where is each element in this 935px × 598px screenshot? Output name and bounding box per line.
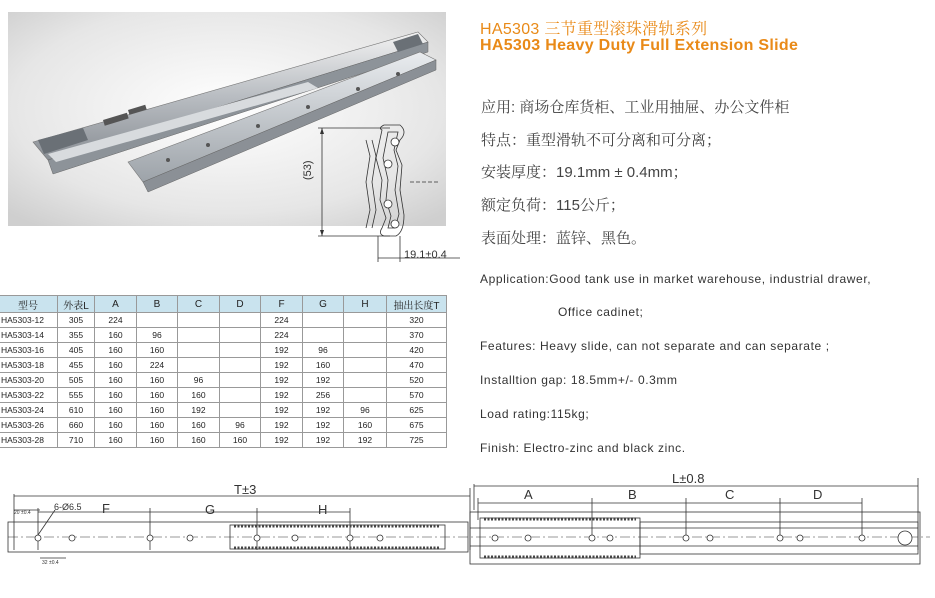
cell-extension: 675 bbox=[387, 418, 447, 433]
cell-model: HA5303-12 bbox=[0, 313, 58, 328]
cell-g: 192 bbox=[303, 433, 344, 448]
cell-extension: 420 bbox=[387, 343, 447, 358]
slide-dimension-drawing bbox=[0, 470, 935, 598]
cell-h: 96 bbox=[344, 403, 387, 418]
cell-a: 160 bbox=[95, 403, 137, 418]
profile-height-label: (53) bbox=[302, 160, 314, 180]
col-header-g: G bbox=[303, 296, 344, 313]
cell-model: HA5303-26 bbox=[0, 418, 58, 433]
cell-g: 192 bbox=[303, 403, 344, 418]
cell-extension: 470 bbox=[387, 358, 447, 373]
cell-a: 160 bbox=[95, 418, 137, 433]
drawing-t-label: T±3 bbox=[234, 482, 257, 497]
col-header-f: F bbox=[261, 296, 303, 313]
cell-length: 710 bbox=[58, 433, 95, 448]
cell-f: 192 bbox=[261, 433, 303, 448]
cell-c bbox=[178, 343, 220, 358]
drawing-hole-label: 6-Ø6.5 bbox=[54, 502, 82, 512]
spec-features-en: Features: Heavy slide, can not separate and can separate ; bbox=[480, 339, 830, 353]
cell-h bbox=[344, 373, 387, 388]
cell-f: 192 bbox=[261, 373, 303, 388]
cell-c: 160 bbox=[178, 433, 220, 448]
cell-a: 160 bbox=[95, 388, 137, 403]
spec-gap-en: Installtion gap: 18.5mm+/- 0.3mm bbox=[480, 373, 678, 387]
cell-c: 96 bbox=[178, 373, 220, 388]
col-header-length: 外表L bbox=[58, 296, 95, 313]
product-title-chinese: HA5303 三节重型滚珠滑轨系列 bbox=[480, 21, 708, 38]
cell-d bbox=[220, 313, 261, 328]
cell-c bbox=[178, 358, 220, 373]
cell-a: 160 bbox=[95, 343, 137, 358]
table-row bbox=[0, 403, 447, 418]
cell-model: HA5303-18 bbox=[0, 358, 58, 373]
cell-d bbox=[220, 388, 261, 403]
spec-finish-cn: 表面处理：蓝锌、黑色。 bbox=[481, 230, 647, 247]
cell-a: 160 bbox=[95, 328, 137, 343]
drawing-label-b: B bbox=[628, 487, 637, 502]
cell-model: HA5303-20 bbox=[0, 373, 58, 388]
col-header-model: 型号 bbox=[0, 296, 58, 313]
profile-cross-section-drawing bbox=[300, 110, 470, 270]
cell-model: HA5303-24 bbox=[0, 403, 58, 418]
spec-application-en-cont: Office cadinet; bbox=[558, 305, 644, 319]
cell-c: 192 bbox=[178, 403, 220, 418]
cell-d: 160 bbox=[220, 433, 261, 448]
cell-h bbox=[344, 358, 387, 373]
spec-load-en: Load rating:115kg; bbox=[480, 407, 590, 421]
cell-a: 160 bbox=[95, 373, 137, 388]
dimension-table bbox=[0, 295, 447, 448]
drawing-l-label: L±0.8 bbox=[672, 471, 705, 486]
table-row bbox=[0, 373, 447, 388]
drawing-label-a: A bbox=[524, 487, 533, 502]
cell-f: 192 bbox=[261, 403, 303, 418]
spec-application-cn: 应用: 商场仓库货柜、工业用抽屉、办公文件柜 bbox=[481, 99, 790, 116]
cell-g bbox=[303, 313, 344, 328]
drawing-label-g: G bbox=[205, 502, 216, 517]
cell-g: 256 bbox=[303, 388, 344, 403]
spec-features-cn: 特点：重型滑轨不可分离和可分离； bbox=[481, 132, 722, 149]
cell-f: 224 bbox=[261, 328, 303, 343]
cell-h bbox=[344, 343, 387, 358]
table-row bbox=[0, 313, 447, 328]
cell-b: 160 bbox=[137, 343, 178, 358]
cell-model: HA5303-22 bbox=[0, 388, 58, 403]
cell-extension: 370 bbox=[387, 328, 447, 343]
cell-extension: 520 bbox=[387, 373, 447, 388]
cell-d bbox=[220, 328, 261, 343]
drawing-small-dim-left: 20 ±0.4 bbox=[14, 510, 31, 516]
cell-d bbox=[220, 403, 261, 418]
cell-b: 160 bbox=[137, 403, 178, 418]
table-header-row bbox=[0, 296, 447, 313]
spec-thickness-cn: 安装厚度：19.1mm ± 0.4mm； bbox=[481, 164, 688, 181]
cell-g bbox=[303, 328, 344, 343]
cell-extension: 725 bbox=[387, 433, 447, 448]
cell-d: 96 bbox=[220, 418, 261, 433]
drawing-label-f: F bbox=[102, 501, 110, 516]
cell-a: 160 bbox=[95, 358, 137, 373]
cell-f: 192 bbox=[261, 388, 303, 403]
cell-model: HA5303-16 bbox=[0, 343, 58, 358]
cell-h bbox=[344, 313, 387, 328]
cell-length: 555 bbox=[58, 388, 95, 403]
cell-g: 192 bbox=[303, 373, 344, 388]
cell-length: 355 bbox=[58, 328, 95, 343]
cell-b: 160 bbox=[137, 418, 178, 433]
cell-b: 160 bbox=[137, 388, 178, 403]
profile-width-label: 19.1±0.4 bbox=[404, 249, 447, 261]
table-row bbox=[0, 418, 447, 433]
cell-a: 160 bbox=[95, 433, 137, 448]
cell-extension: 625 bbox=[387, 403, 447, 418]
cell-length: 505 bbox=[58, 373, 95, 388]
col-header-extension: 抽出长度T bbox=[387, 296, 447, 313]
cell-h: 192 bbox=[344, 433, 387, 448]
cell-d bbox=[220, 373, 261, 388]
cell-c bbox=[178, 313, 220, 328]
cell-g: 96 bbox=[303, 343, 344, 358]
cell-a: 224 bbox=[95, 313, 137, 328]
cell-length: 660 bbox=[58, 418, 95, 433]
cell-b bbox=[137, 313, 178, 328]
col-header-h: H bbox=[344, 296, 387, 313]
col-header-c: C bbox=[178, 296, 220, 313]
cell-d bbox=[220, 343, 261, 358]
cell-extension: 570 bbox=[387, 388, 447, 403]
drawing-label-c: C bbox=[725, 487, 735, 502]
cell-h bbox=[344, 328, 387, 343]
drawing-label-h: H bbox=[318, 502, 328, 517]
cell-b: 160 bbox=[137, 433, 178, 448]
table-row bbox=[0, 433, 447, 448]
cell-g: 160 bbox=[303, 358, 344, 373]
cell-f: 192 bbox=[261, 418, 303, 433]
col-header-b: B bbox=[137, 296, 178, 313]
table-row bbox=[0, 388, 447, 403]
spec-finish-en: Finish: Electro-zinc and black zinc. bbox=[480, 441, 686, 455]
cell-b: 224 bbox=[137, 358, 178, 373]
cell-length: 305 bbox=[58, 313, 95, 328]
spec-application-en: Application:Good tank use in market warehouse, industrial drawer, bbox=[480, 272, 872, 286]
cell-b: 160 bbox=[137, 373, 178, 388]
table-row bbox=[0, 358, 447, 373]
cell-length: 405 bbox=[58, 343, 95, 358]
cell-f: 192 bbox=[261, 358, 303, 373]
cell-model: HA5303-28 bbox=[0, 433, 58, 448]
cell-length: 455 bbox=[58, 358, 95, 373]
cell-d bbox=[220, 358, 261, 373]
cell-c: 160 bbox=[178, 388, 220, 403]
cell-f: 192 bbox=[261, 343, 303, 358]
cell-c: 160 bbox=[178, 418, 220, 433]
product-title-english: HA5303 Heavy Duty Full Extension Slide bbox=[480, 37, 799, 54]
cell-f: 224 bbox=[261, 313, 303, 328]
col-header-a: A bbox=[95, 296, 137, 313]
table-row bbox=[0, 328, 447, 343]
spec-load-cn: 额定负荷：115公斤； bbox=[481, 197, 625, 214]
cell-b: 96 bbox=[137, 328, 178, 343]
cell-extension: 320 bbox=[387, 313, 447, 328]
cell-model: HA5303-14 bbox=[0, 328, 58, 343]
cell-c bbox=[178, 328, 220, 343]
drawing-label-d: D bbox=[813, 487, 823, 502]
col-header-d: D bbox=[220, 296, 261, 313]
cell-g: 192 bbox=[303, 418, 344, 433]
cell-length: 610 bbox=[58, 403, 95, 418]
cell-h bbox=[344, 388, 387, 403]
table-row bbox=[0, 343, 447, 358]
drawing-small-dim-bottom: 32 ±0.4 bbox=[42, 560, 59, 566]
cell-h: 160 bbox=[344, 418, 387, 433]
